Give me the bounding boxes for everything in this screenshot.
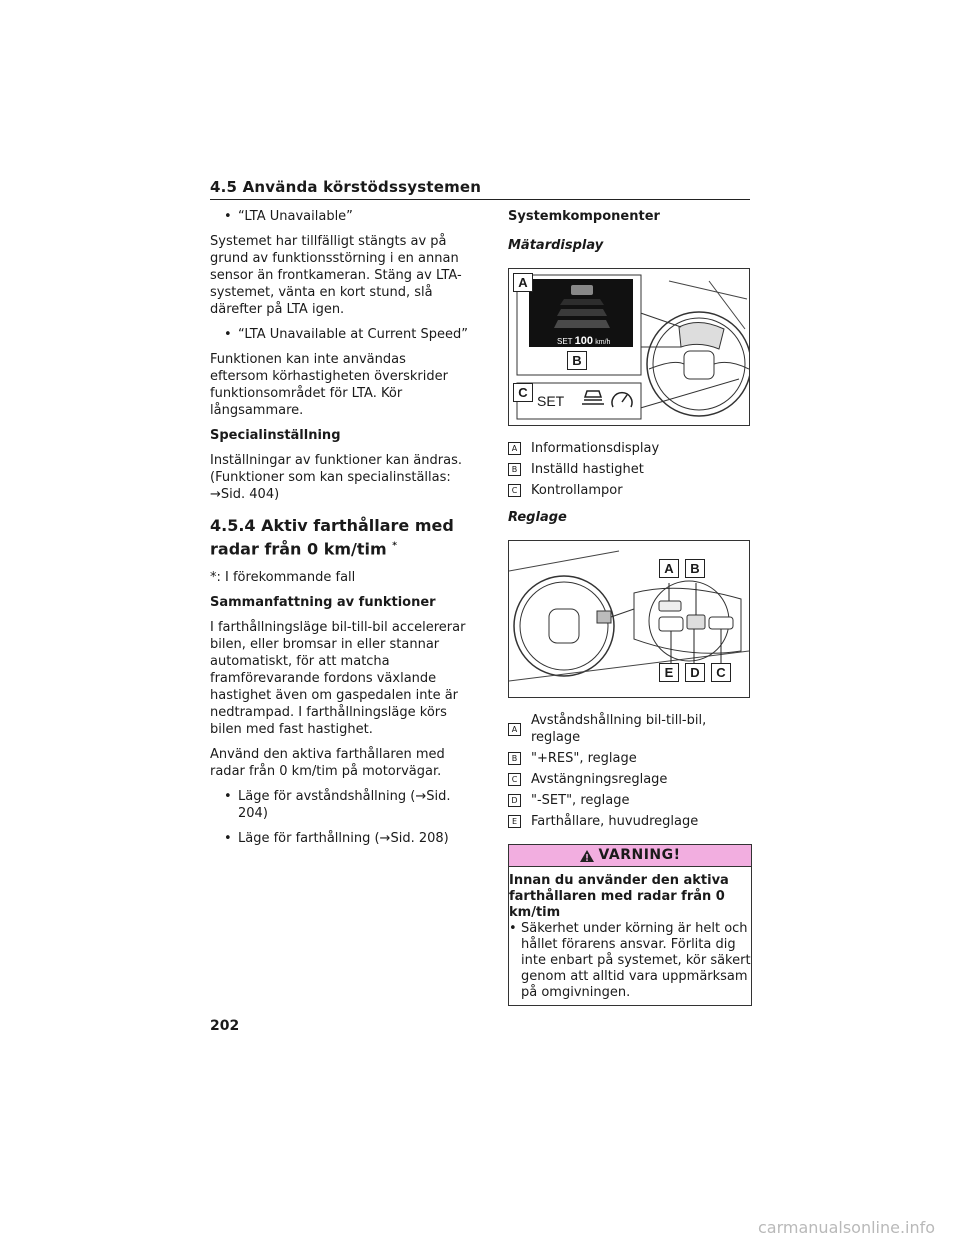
warning-body [509, 867, 751, 1005]
controls-figure [508, 540, 750, 698]
legend-row [508, 750, 752, 767]
legend-text: Farthållare, huvudreglage [531, 814, 699, 829]
figure2-callout-d: D [685, 663, 705, 682]
bullet-constant-speed-mode: • Läge för farthållning (→Sid. 208) [210, 830, 468, 847]
legend-text: "-SET", reglage [531, 793, 630, 808]
legend-letter: C [508, 773, 521, 786]
bullet-lta-unavailable-speed: • “LTA Unavailable at Current Speed” [210, 326, 468, 343]
controls-heading: Reglage [508, 510, 567, 525]
section-title-star: * [392, 541, 397, 551]
legend-letter: A [508, 442, 521, 455]
meter-display-heading: Mätardisplay [508, 238, 604, 253]
warning-header [509, 845, 751, 867]
page-header-title: 4.5 Använda körstödssystemen [210, 178, 482, 196]
section-title-text: 4.5.4 Aktiv farthållare med radar från 0 km/tim [210, 516, 454, 559]
legend-row [508, 440, 752, 457]
right-column [508, 208, 752, 1006]
legend-row [508, 792, 752, 809]
meter-display-figure [508, 268, 750, 426]
legend-controls [508, 712, 752, 830]
figure2-callout-e: E [659, 663, 679, 682]
header-rule [210, 199, 750, 200]
legend-row [508, 813, 752, 830]
legend-row [508, 712, 752, 746]
components-heading: Systemkomponenter [508, 209, 660, 224]
figure2-callout-b: B [685, 559, 705, 578]
special-settings-text: Inställningar av funktioner kan ändras. (Funktioner som kan specialinställas: →Sid. 404) [210, 453, 462, 502]
legend-text: Kontrollampor [531, 483, 623, 498]
left-column [210, 208, 468, 855]
legend-row [508, 461, 752, 478]
legend-text: Informationsdisplay [531, 441, 660, 456]
legend-text: Avståndshållning bil-till-bil, reglage [531, 713, 707, 745]
paragraph-lta-unavailable: Systemet har tillfälligt stängts av på grund av funktionsstörning i en annan sensor än frontkameran. Stäng av LTA-systemet, vänta en kort stund, slå därefter på LTA igen. [210, 234, 462, 317]
figure2-callout-a: A [659, 559, 679, 578]
page-number: 202 [210, 1018, 240, 1034]
legend-text: Avstängningsreglage [531, 772, 668, 787]
summary-heading: Sammanfattning av funktioner [210, 595, 436, 611]
bullet-distance-mode: • Läge för avståndshållning (→Sid. 204) [210, 788, 468, 822]
paragraph-lta-speed: Funktionen kan inte användas eftersom körhastigheten överskrider funktionsområdet för LTA. Kör långsammare. [210, 352, 448, 418]
warning-heading: Innan du använder den aktiva farthållaren med radar från 0 km/tim [509, 873, 729, 920]
bullet-lta-unavailable: • “LTA Unavailable” [210, 208, 468, 225]
figure1-callout-b: B [567, 351, 587, 370]
legend-text: "+RES", reglage [531, 751, 637, 766]
special-settings-heading: Specialinställning [210, 428, 341, 443]
display-speed-unit: km/h [595, 339, 611, 346]
indicator-set-label: SET [537, 393, 565, 409]
legend-letter: A [508, 723, 521, 736]
legend-meter-display [508, 440, 752, 499]
display-speed-value: 100 [574, 335, 594, 347]
section-title [210, 515, 468, 559]
warning-title: VARNING! [598, 847, 681, 863]
legend-row [508, 482, 752, 499]
legend-row [508, 771, 752, 788]
legend-text: Inställd hastighet [531, 462, 644, 477]
display-set-text: SET [557, 337, 573, 346]
footnote: *: I förekommande fall [210, 570, 356, 586]
summary-paragraph-2: Använd den aktiva farthållaren med radar från 0 km/tim på motorvägar. [210, 747, 445, 780]
legend-letter: E [508, 815, 521, 828]
legend-letter: B [508, 752, 521, 765]
figure2-callout-c: C [711, 663, 731, 682]
warning-bullet: • Säkerhet under körning är helt och hållet förarens ansvar. Förlita dig inte enbart på systemet, kör säkert genom att alltid vara uppmärksam på omgivningen. [509, 921, 751, 1001]
warning-triangle-icon [579, 849, 595, 863]
warning-box [508, 844, 752, 1006]
figure1-callout-a: A [513, 273, 533, 292]
summary-paragraph-1: I farthållningsläge bil-till-bil accelererar bilen, eller bromsar in eller stannar automatiskt, för att matcha framförevarande fordons växlande hastighet även om gaspedalen inte är nedtrampad. I farthållningsläge körs bilen med fast hastighet. [210, 620, 466, 738]
legend-letter: C [508, 484, 521, 497]
legend-letter: B [508, 463, 521, 476]
legend-letter: D [508, 794, 521, 807]
figure1-callout-c: C [513, 383, 533, 402]
footer-watermark-url: carmanualsonline.info [758, 1218, 936, 1237]
